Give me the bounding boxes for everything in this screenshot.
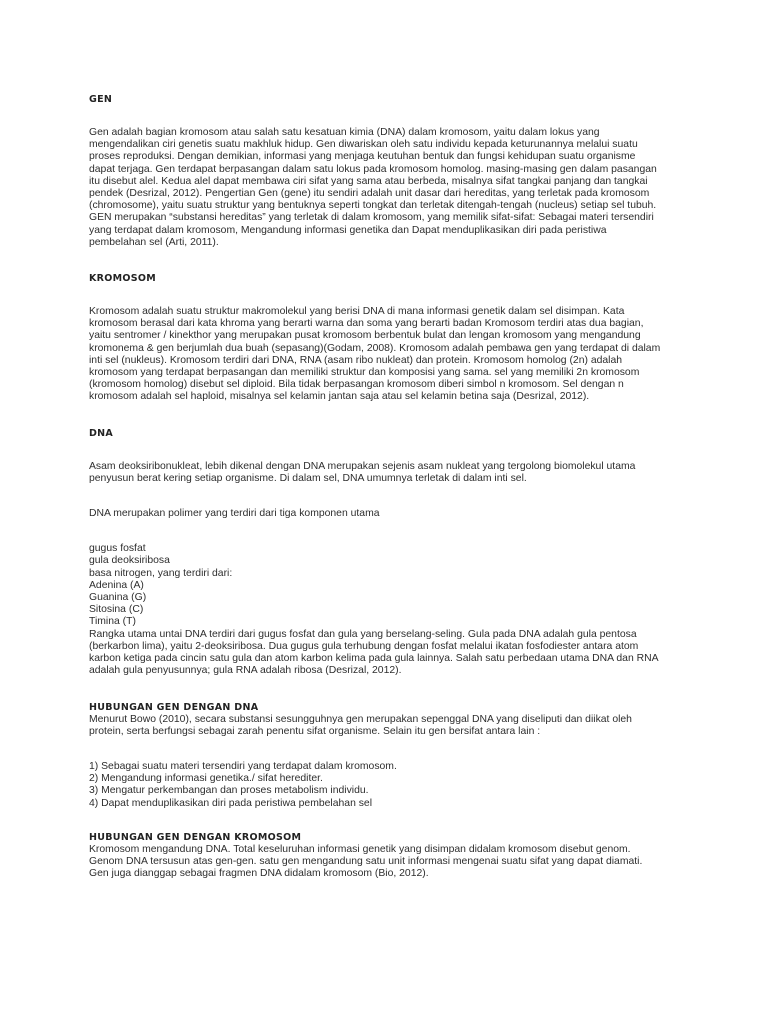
list-item: 2) Mengandung informasi genetika./ sifat herediter. — [89, 773, 323, 785]
paragraph-dna-intro: Asam deoksiribonukleat, lebih dikenal dengan DNA merupakan sejenis asam nukleat yang tergolong biomolekul utama penyusun berat kering setiap organisme. Di dalam sel, DNA umumnya terletak di dalam inti sel. — [89, 460, 636, 484]
list-item: gula deoksiribosa — [89, 555, 170, 567]
paragraph-dna-polymer: DNA merupakan polimer yang terdiri dari tiga komponen utama — [89, 508, 380, 520]
list-item: 3) Mengatur perkembangan dan proses metabolism individu. — [89, 785, 369, 797]
paragraph-gen-kromosom: Kromosom mengandung DNA. Total keseluruhan informasi genetik yang disimpan didalam kromosom disebut genom. Genom DNA tersusun atas gen-gen. satu gen mengandung satu unit informasi mengenai suatu sifat yang dapat diamati. Gen juga dianggap sebagai fragmen DNA didalam kromosom (Bio, 2012). — [89, 843, 643, 880]
paragraph-gen: Gen adalah bagian kromosom atau salah satu kesatuan kimia (DNA) dalam kromosom, yaitu dalam lokus yang mengendalikan ciri genetis suatu makhluk hidup. Gen diwariskan oleh satu individu kepada keturunannya melalui suatu proses reproduksi. Dengan demikian, informasi yang menjaga keutuhan bentuk dan fungsi kehidupan suatu organisme dapat terjaga. Gen terdapat berpasangan dalam satu lokus pada kromosom homolog. masing-masing gen dalam pasangan itu disebut alel. Kedua alel dapat membawa ciri sifat yang sama atau berbeda, misalnya sifat tangkai panjang dan tangkai pendek (Desrizal, 2012). Pengertian Gen (gene) itu sendiri adalah unit dasar dari hereditas, yang terletak pada kromosom (chromosome), yaitu suatu struktur yang bentuknya seperti tongkat dan terletak ditengah-tengah (nucleus) setiap sel tubuh. GEN merupakan “substansi hereditas” yang terletak di dalam kromosom, yang memilik sifat-sifat: Sebagai materi tersendiri yang terdapat dalam kromosom, Mengandung informasi genetika dan Dapat menduplikasikan diri pada peristiwa pembelahan sel (Arti, 2011). — [89, 127, 657, 248]
document-body — [89, 94, 689, 880]
paragraph-dna-body: Rangka utama untai DNA terdiri dari gugus fosfat dan gula yang berselang-seling. Gula pada DNA adalah gula pentosa (berkarbon lima), yaitu 2-deoksiribosa. Dua gugus gula terhubung dengan fosfat melalui ikatan fosfodiester antara atom karbon ketiga pada cincin satu gula dan atom karbon kelima pada gula lainnya. Salah satu perbedaan utama DNA dan RNA adalah gula penyusunnya; gula RNA adalah ribosa (Desrizal, 2012). — [89, 628, 659, 677]
list-item: Sitosina (C) — [89, 604, 144, 616]
list-item: gugus fosfat — [89, 543, 146, 555]
heading-gen: GEN — [89, 94, 113, 105]
heading-gen-kromosom: HUBUNGAN GEN DENGAN KROMOSOM — [89, 831, 302, 843]
list-item: Timina (T) — [89, 616, 136, 628]
list-item: Adenina (A) — [89, 579, 144, 591]
heading-gen-dna: HUBUNGAN GEN DENGAN DNA — [89, 701, 259, 713]
list-item: 1) Sebagai suatu materi tersendiri yang terdapat dalam kromosom. — [89, 760, 397, 772]
list-item: basa nitrogen, yang terdiri dari: — [89, 567, 233, 579]
heading-dna: DNA — [89, 427, 114, 439]
heading-kromosom: KROMOSOM — [89, 273, 157, 285]
list-item: 4) Dapat menduplikasikan diri pada peristiwa pembelahan sel — [89, 797, 373, 809]
paragraph-kromosom: Kromosom adalah suatu struktur makromolekul yang berisi DNA di mana informasi genetik dalam sel disimpan. Kata kromosom berasal dari kata khroma yang berarti warna dan soma yang berarti badan Kromosom terdiri atas dua bagian, yaitu sentromer / kinekthor yang merupakan pusat kromosom berbentuk bulat dan lengan kromosom yang mengandung kromonema & gen berjumlah dua buah (sepasang)(Godam, 2008). Kromosom adalah pembawa gen yang terdapat di dalam inti sel (nukleus). Kromosom terdiri dari DNA, RNA (asam ribo nukleat) dan protein. Kromosom homolog (2n) adalah kromosom yang terdapat berpasangan dan memiliki struktur dan komposisi yang sama. sel yang memiliki 2n kromosom (kromosom homolog) disebut sel diploid. Bila tidak berpasangan kromosom diberi simbol n kromosom. Sel dengan n kromosom adalah sel haploid, misalnya sel kelamin jantan saja atau sel kelamin betina saja (Desrizal, 2012). — [89, 306, 661, 403]
paragraph-gen-dna: Menurut Bowo (2010), secara substansi sesungguhnya gen merupakan sepenggal DNA yang diseliputi dan diikat oleh protein, serta berfungsi sebagai zarah penentu sifat organisme. Selain itu gen bersifat antara lain : — [89, 713, 632, 737]
list-item: Guanina (G) — [89, 592, 147, 604]
